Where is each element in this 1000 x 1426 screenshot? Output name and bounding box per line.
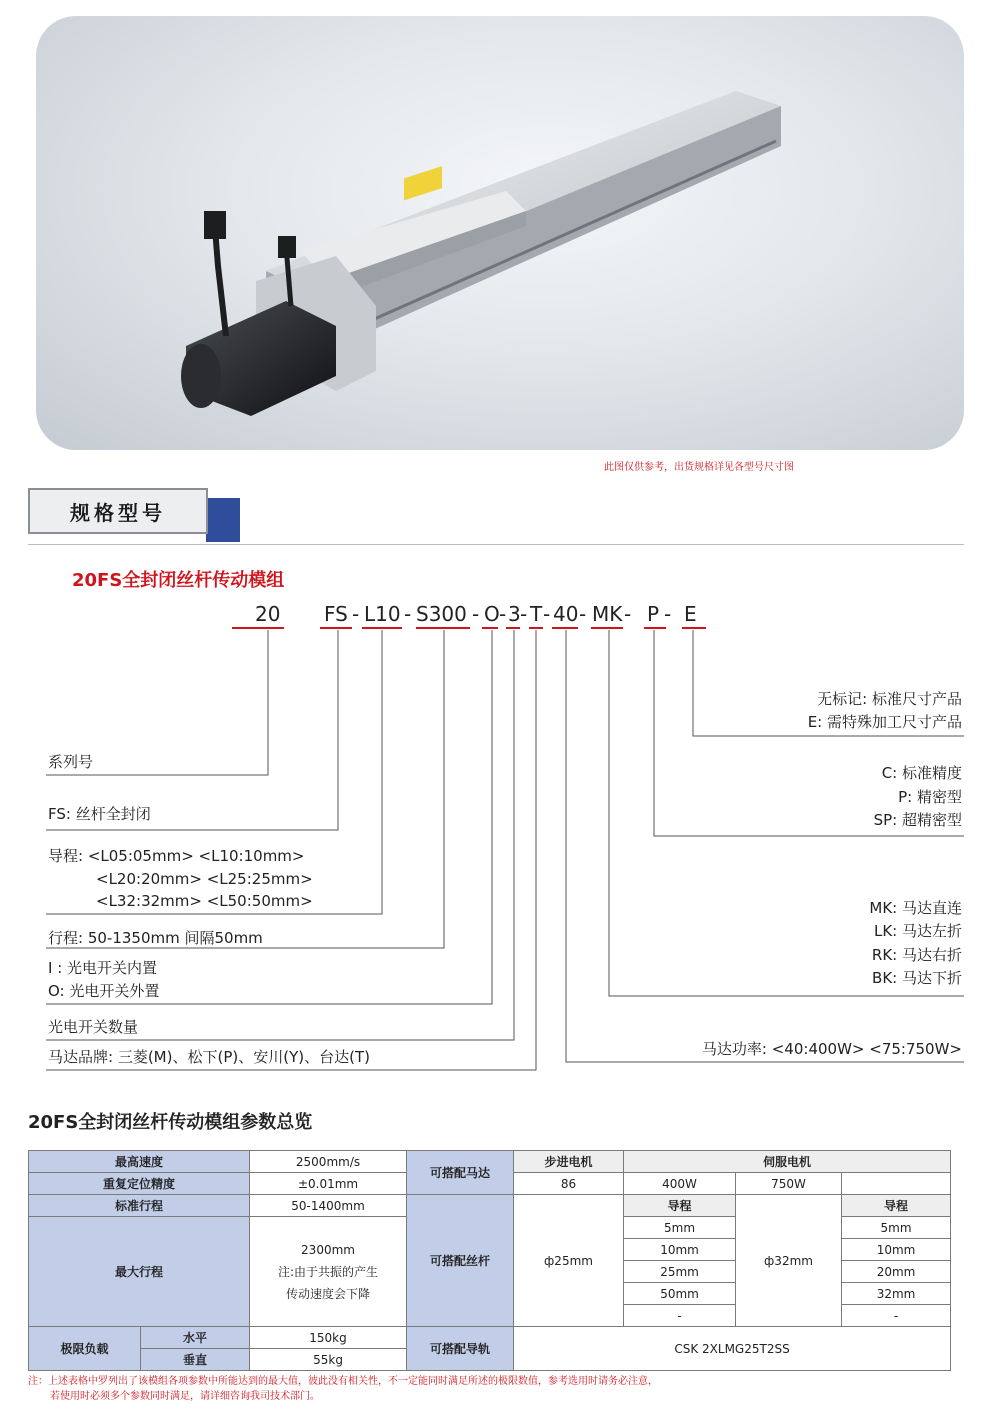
label-bk: BK: 马达下折 [872, 969, 962, 987]
horizontal-header: 水平 [141, 1327, 250, 1349]
std-stroke-header: 标准行程 [29, 1195, 250, 1217]
rail-header: 可搭配导轨 [407, 1327, 514, 1371]
max-stroke-value [250, 1217, 407, 1327]
label-lead-3: <L32:32mm> <L50:50mm> [96, 892, 313, 910]
label-e-mark: E: 需特殊加工尺寸产品 [807, 713, 962, 731]
lead-b-value: 20mm [842, 1261, 951, 1283]
label-motor-brand: 马达品牌: 三菱(M)、松下(P)、安川(Y)、台达(T) [48, 1048, 370, 1066]
max-stroke-note-line: 传动速度会下降 [286, 1286, 371, 1301]
code-precision: P [647, 602, 660, 626]
code-dash: - [624, 602, 632, 626]
label-switch-out: O: 光电开关外置 [48, 982, 160, 1000]
code-dash: - [472, 602, 480, 626]
footnote [28, 1374, 658, 1404]
stepper-value: 86 [514, 1173, 624, 1195]
code-lead: L10 [364, 602, 401, 626]
lead-a-value: 10mm [624, 1239, 736, 1261]
table-row [29, 1151, 951, 1173]
footnote-line: 若使用时必须多个参数同时满足，请详细咨询我司技术部门。 [50, 1391, 320, 1402]
table-row [29, 1195, 951, 1217]
code-dash: - [579, 602, 587, 626]
repeat-header: 重复定位精度 [29, 1173, 250, 1195]
label-rk: RK: 马达右折 [871, 946, 962, 964]
lead-b-value: 5mm [842, 1217, 951, 1239]
servo-400: 400W [624, 1173, 736, 1195]
screw-dia-25: ф25mm [514, 1195, 624, 1327]
label-lead-1: 导程: <L05:05mm> <L10:10mm> [48, 847, 305, 865]
servo-750: 750W [736, 1173, 842, 1195]
code-dash: - [352, 602, 360, 626]
std-stroke-value: 50-1400mm [250, 1195, 407, 1217]
code-switch-qty: 3 [508, 602, 521, 626]
image-caption: 此图仅供参考，出货规格详见各型号尺寸图 [604, 462, 794, 473]
code-dash: - [499, 602, 507, 626]
code-fs: FS [324, 602, 348, 626]
lead-a-value: 25mm [624, 1261, 736, 1283]
footnote-line: 注：上述表格中罗列出了该模组各项参数中所能达到的最大值，彼此没有相关性，不一定能同时满足所述的极限数值，参考选用时请务必注意， [28, 1376, 658, 1387]
repeat-value: ±0.01mm [250, 1173, 407, 1195]
label-lk: LK: 马达左折 [873, 922, 962, 940]
stepper-header: 步进电机 [514, 1151, 624, 1173]
screw-header: 可搭配丝杆 [407, 1195, 514, 1327]
max-stroke-note-line: 注:由于共振的产生 [277, 1264, 379, 1279]
label-precision-sp: SP: 超精密型 [873, 811, 962, 829]
code-dash: - [543, 602, 551, 626]
max-stroke-header: 最大行程 [29, 1217, 250, 1327]
lead-b-value: - [842, 1305, 951, 1327]
servo-header: 伺服电机 [624, 1151, 951, 1173]
vertical-value: 55kg [250, 1349, 407, 1371]
param-title: 20FS全封闭丝杆传动模组参数总览 [28, 1112, 313, 1133]
label-precision-c: C: 标准精度 [881, 764, 962, 782]
code-power: 40 [553, 602, 579, 626]
lead-b-value: 10mm [842, 1239, 951, 1261]
code-switch: O [484, 602, 500, 626]
model-title: 20FS全封闭丝杆传动模组 [72, 570, 285, 591]
rail-value: CSK 2XLMG25T2SS [514, 1327, 951, 1371]
code-brand: T [530, 602, 543, 626]
vertical-header: 垂直 [141, 1349, 250, 1371]
lead-b-value: 32mm [842, 1283, 951, 1305]
code-stroke: S300 [416, 602, 467, 626]
table-row [29, 1327, 951, 1349]
motor-header: 可搭配马达 [407, 1151, 514, 1195]
max-speed-header: 最高速度 [29, 1151, 250, 1173]
label-switch-in: I : 光电开关内置 [48, 959, 158, 977]
max-stroke-value-line: 2300mm [301, 1242, 355, 1257]
label-switch-qty: 光电开关数量 [48, 1018, 139, 1036]
label-stroke: 行程: 50-1350mm 间隔50mm [48, 929, 263, 947]
lead-header-a: 导程 [624, 1195, 736, 1217]
code-dash: - [520, 602, 528, 626]
label-lead-2: <L20:20mm> <L25:25mm> [96, 870, 313, 888]
load-header: 极限负载 [29, 1327, 141, 1371]
screw-dia-32: ф32mm [736, 1195, 842, 1327]
lead-a-value: 50mm [624, 1283, 736, 1305]
param-table [28, 1150, 951, 1371]
table-cell-empty [842, 1173, 951, 1195]
label-no-mark: 无标记: 标准尺寸产品 [817, 690, 962, 708]
max-speed-value: 2500mm/s [250, 1151, 407, 1173]
horizontal-value: 150kg [250, 1327, 407, 1349]
code-series: 20 [255, 602, 281, 626]
code-motor-mount: MK [592, 602, 623, 626]
lead-header-b: 导程 [842, 1195, 951, 1217]
code-special: E [684, 602, 697, 626]
code-dash: - [664, 602, 672, 626]
label-series: 系列号 [48, 753, 94, 771]
code-dash: - [404, 602, 412, 626]
label-fs: FS: 丝杆全封闭 [48, 805, 151, 823]
label-precision-p: P: 精密型 [898, 788, 962, 806]
section-title: 规格型号 [28, 488, 208, 534]
label-motor-power: 马达功率: <40:400W> <75:750W> [701, 1040, 962, 1058]
label-mk: MK: 马达直连 [869, 899, 962, 917]
lead-a-value: - [624, 1305, 736, 1327]
lead-a-value: 5mm [624, 1217, 736, 1239]
